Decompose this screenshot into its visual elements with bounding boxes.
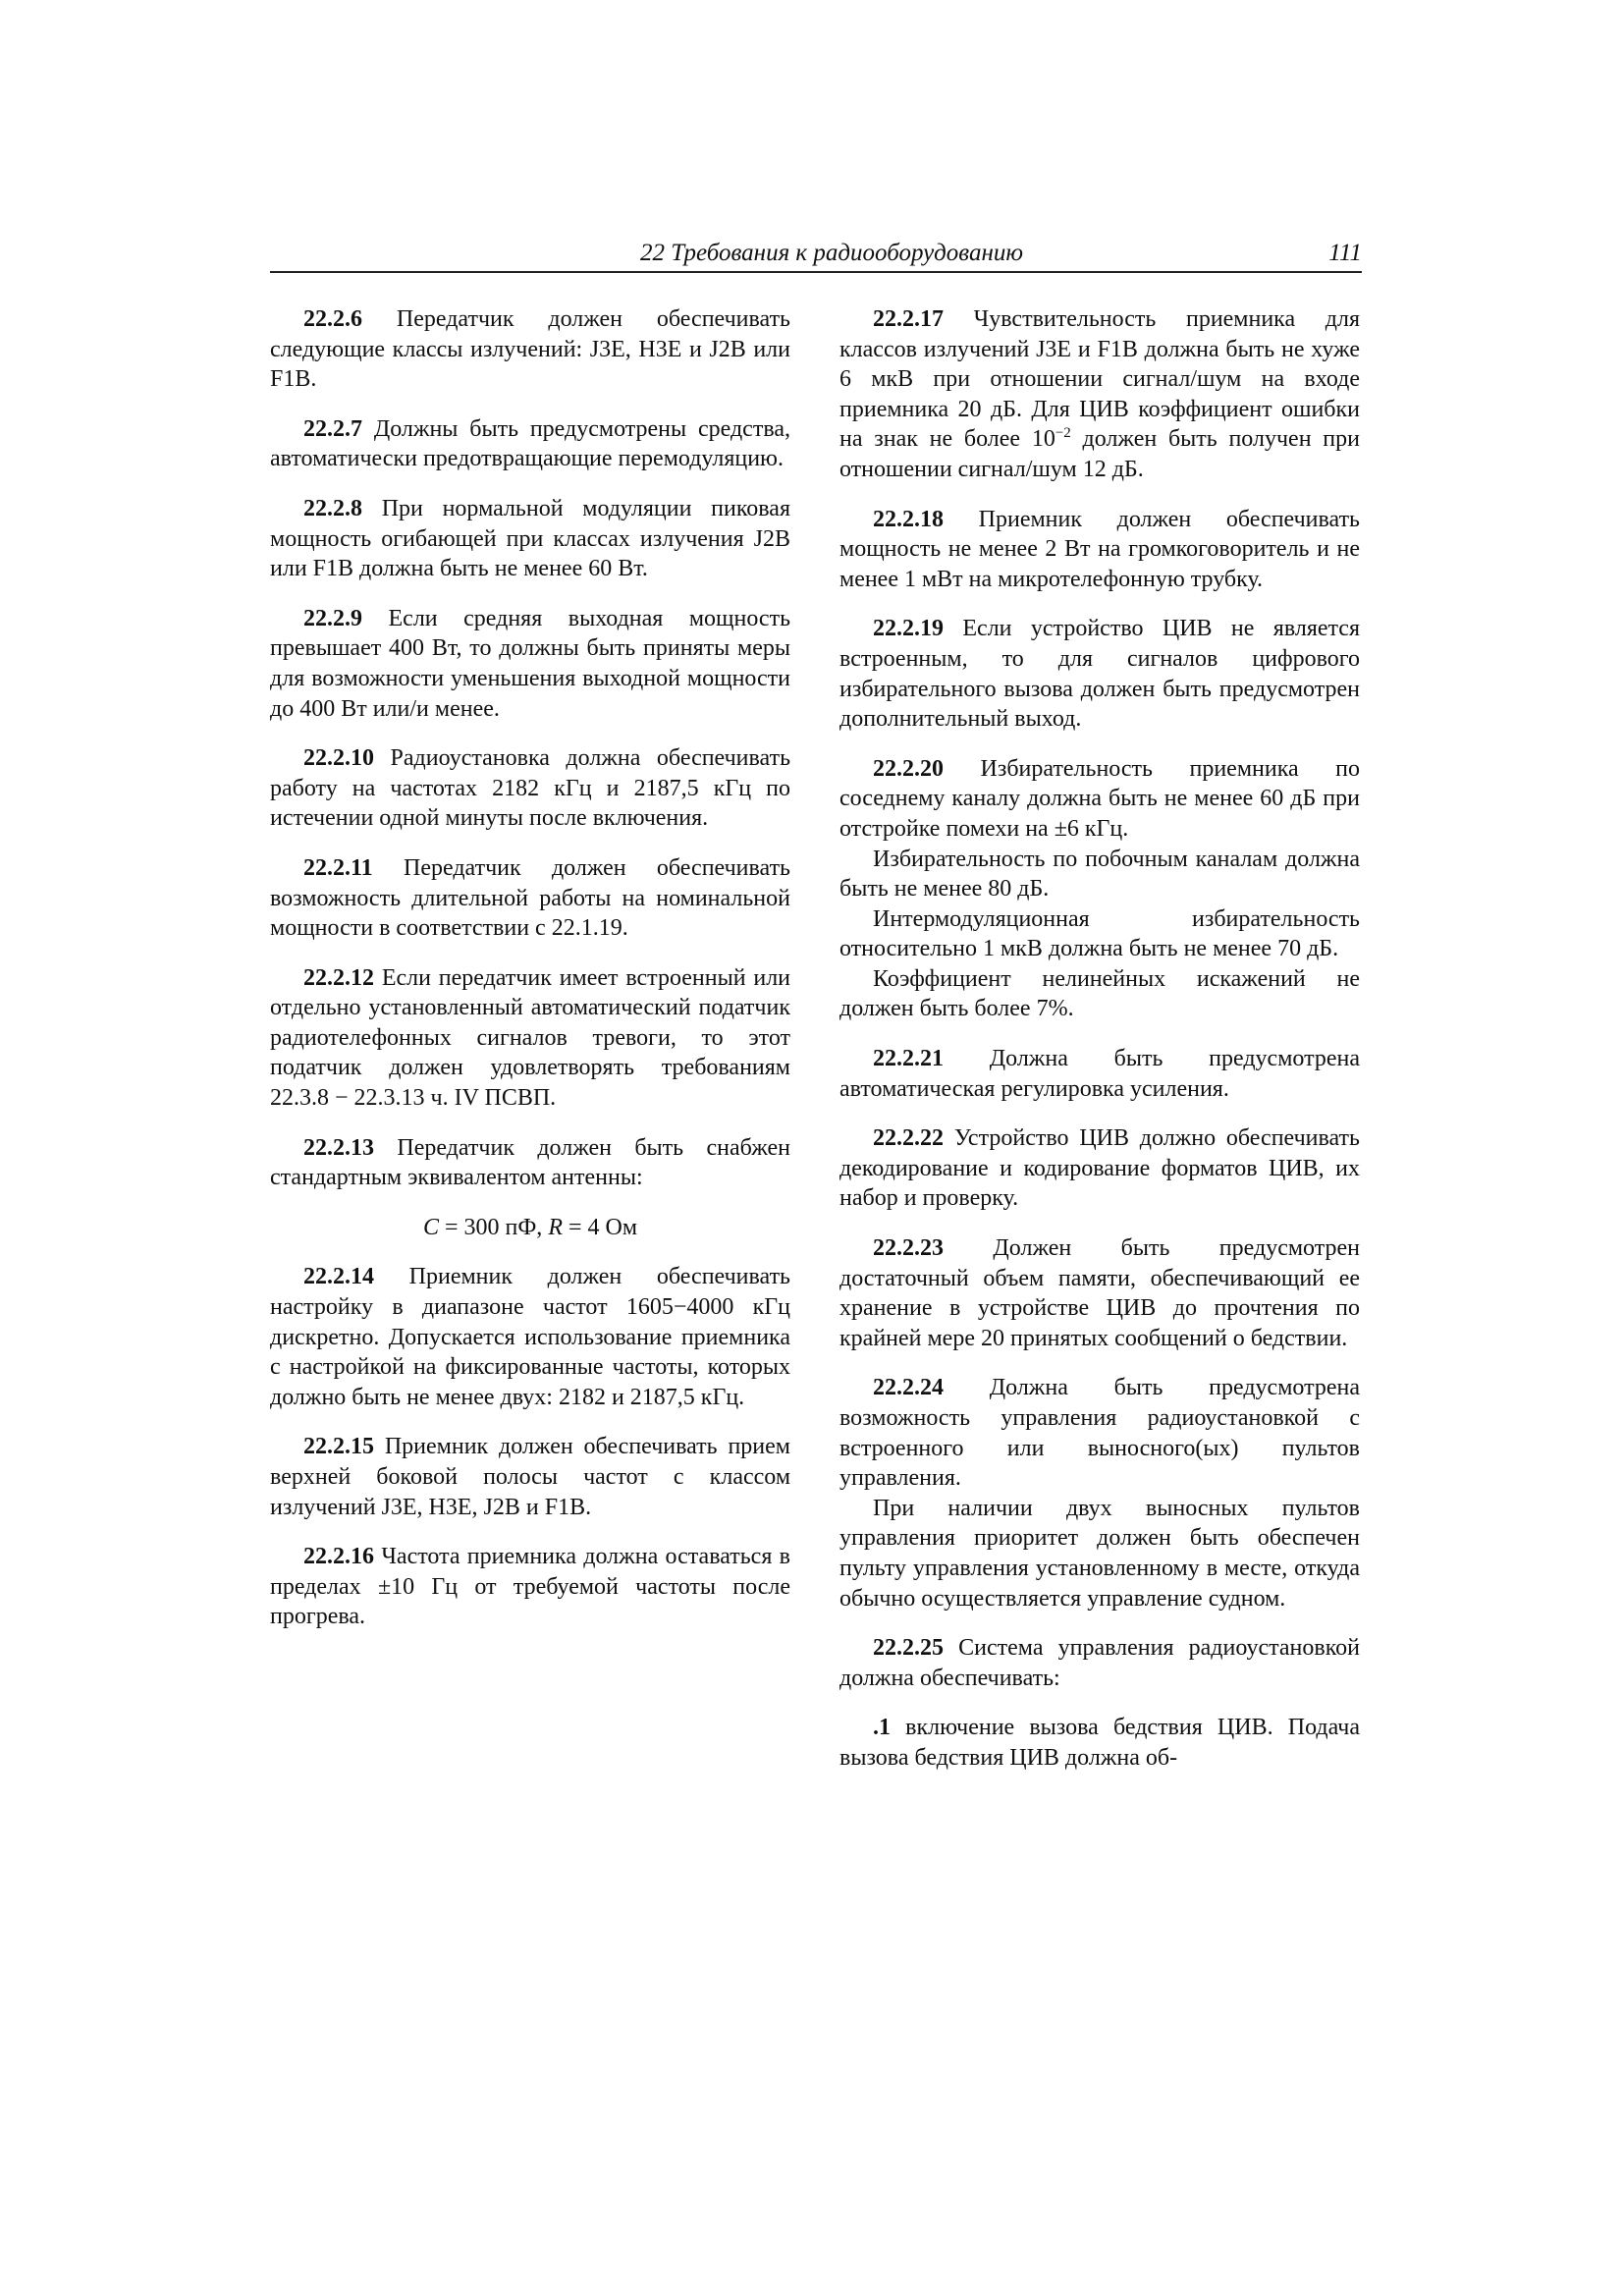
clause-text: Приемник должен обеспечивать прием верхней боковой полосы частот с классом излучений J3E, H3E, J2B и F1B. bbox=[270, 1434, 790, 1520]
clause-number: 22.2.19 bbox=[873, 616, 944, 642]
clause-number: 22.2.24 bbox=[873, 1375, 944, 1401]
clause-number: 22.2.15 bbox=[303, 1434, 374, 1460]
paragraph-22-2-6 bbox=[270, 304, 790, 395]
clause-text: Если устройство ЦИВ не является встроенным, то для сигналов цифрового избирательного вызова должен быть предусмотрен дополнительный выход. bbox=[839, 616, 1360, 733]
clause-text: Передатчик должен быть снабжен стандартным эквивалентом антенны: bbox=[270, 1134, 790, 1191]
clause-number: 22.2.8 bbox=[303, 495, 362, 521]
clause-number: 22.2.21 bbox=[873, 1046, 944, 1072]
paragraph-22-2-15 bbox=[270, 1432, 790, 1522]
clause-text: Если средняя выходная мощность превышает 400 Вт, то должны быть приняты меры для возможности уменьшения выходной мощности до 400 Вт или/и менее. bbox=[270, 605, 791, 722]
clause-number: 22.2.10 bbox=[303, 745, 374, 772]
left-column bbox=[270, 304, 790, 1632]
clause-text: Чувствительность приемника для классов излучений J3E и F1B должна быть не хуже 6 мкВ при отношении сигнал/шум на входе приемника 20 дБ. Для ЦИВ коэффициент ошибки на знак не более 10 bbox=[839, 306, 1360, 453]
paragraph-22-2-17 bbox=[839, 304, 1360, 485]
clause-number: 22.2.22 bbox=[873, 1125, 944, 1152]
clause-text: Частота приемника должна оставаться в пределах ±10 Гц от требуемой частоты после прогрева. bbox=[270, 1544, 791, 1630]
paragraph-22-2-10 bbox=[270, 743, 790, 834]
clause-text: Должна быть предусмотрена автоматическая регулировка усиления. bbox=[839, 1046, 1360, 1102]
paragraph-22-2-25 bbox=[839, 1633, 1360, 1693]
clause-number: 22.2.20 bbox=[873, 755, 944, 782]
clause-text: Система управления радиоустановкой должна обеспечивать: bbox=[839, 1635, 1360, 1691]
paragraph-22-2-20-spurious: Избирательность по побочным каналам должна быть не менее 80 дБ. bbox=[839, 846, 1360, 902]
clause-text: Передатчик должен обеспечивать возможность длительной работы на номинальной мощности в соответствии с 22.1.19. bbox=[270, 854, 790, 942]
paragraph-22-2-14 bbox=[270, 1262, 790, 1412]
clause-number: 22.2.12 bbox=[303, 964, 374, 991]
paragraph-22-2-9 bbox=[270, 604, 790, 724]
item-number: .1 bbox=[873, 1715, 891, 1741]
paragraph-22-2-18 bbox=[839, 505, 1360, 595]
clause-text: Если передатчик имеет встроенный или отдельно установленный автоматический податчик радиотелефонных сигналов тревоги, то этот податчик должен удовлетворять требованиям 22.3.8 − 22.3.13 ч. IV ПСВП. bbox=[270, 964, 791, 1112]
clause-text: Радиоустановка должна обеспечивать работу на частотах 2182 кГц и 2187,5 кГц по истечении одной минуты после включения. bbox=[270, 745, 791, 832]
clause-text-continued: должен быть получен при отношении сигнал/шум 12 дБ. bbox=[839, 426, 1360, 482]
paragraph-22-2-24-priority: При наличии двух выносных пультов управления приоритет должен быть обеспечен пульту управления установленному в месте, откуда обычно осуществляется управление судном. bbox=[839, 1495, 1360, 1612]
formula-var-c: C bbox=[422, 1214, 439, 1240]
right-column bbox=[839, 304, 1360, 1774]
paragraph-22-2-11 bbox=[270, 853, 790, 944]
paragraph-22-2-20 bbox=[839, 754, 1360, 845]
clause-number: 22.2.23 bbox=[873, 1235, 944, 1262]
clause-text: Должен быть предусмотрен достаточный объем памяти, обеспечивающий ее хранение в устройстве ЦИВ до прочтения по крайней мере 20 принятых сообщений о бедствии. bbox=[839, 1235, 1360, 1351]
clause-number: 22.2.13 bbox=[303, 1134, 374, 1161]
antenna-formula bbox=[270, 1213, 790, 1243]
clause-text: При нормальной модуляции пиковая мощность огибающей при классах излучения J2B или F1B должна быть не менее 60 Вт. bbox=[270, 495, 790, 582]
clause-number: 22.2.7 bbox=[303, 415, 362, 442]
clause-number: 22.2.14 bbox=[303, 1264, 374, 1290]
formula-value-c: = 300 пФ, bbox=[438, 1214, 549, 1240]
paragraph-22-2-20-intermod: Интермодуляционная избирательность относительно 1 мкВ должна быть не менее 70 дБ. bbox=[839, 905, 1360, 962]
paragraph-22-2-22 bbox=[839, 1123, 1360, 1214]
list-item-1 bbox=[839, 1713, 1360, 1773]
clause-text: Приемник должен обеспечивать мощность не менее 2 Вт на громкоговоритель и не менее 1 мВт на микротелефонную трубку. bbox=[839, 506, 1360, 592]
paragraph-22-2-19 bbox=[839, 614, 1360, 734]
paragraph-22-2-8 bbox=[270, 494, 790, 584]
clause-text: Должна быть предусмотрена возможность управления радиоустановкой с встроенного или выносного(ых) пультов управления. bbox=[839, 1375, 1360, 1492]
exponent: −2 bbox=[1055, 425, 1071, 442]
page-number: 111 bbox=[1328, 240, 1362, 266]
clause-text: Избирательность приемника по соседнему каналу должна быть не менее 60 дБ при отстройке помехи на ±6 кГц. bbox=[839, 755, 1360, 842]
clause-number: 22.2.17 bbox=[873, 306, 944, 332]
clause-text: Приемник должен обеспечивать настройку в диапазоне частот 1605−4000 кГц дискретно. Допускается использование приемника с настройкой на фиксированные частоты, которых должно быть не менее двух: 2182 и 2187,5 кГц. bbox=[270, 1264, 790, 1410]
paragraph-22-2-21 bbox=[839, 1044, 1360, 1104]
running-header bbox=[270, 240, 1362, 273]
clause-number: 22.2.18 bbox=[873, 506, 944, 532]
formula-var-r: R bbox=[548, 1214, 563, 1240]
item-text: включение вызова бедствия ЦИВ. Подача вызова бедствия ЦИВ должна об- bbox=[839, 1715, 1361, 1771]
clause-number: 22.2.16 bbox=[303, 1544, 374, 1570]
clause-number: 22.2.9 bbox=[303, 605, 362, 631]
formula-value-r: = 4 Ом bbox=[562, 1214, 638, 1240]
paragraph-22-2-7 bbox=[270, 414, 790, 474]
paragraph-22-2-20-distortion: Коэффициент нелинейных искажений не должен быть более 7%. bbox=[839, 965, 1360, 1022]
clause-text: Устройство ЦИВ должно обеспечивать декодирование и кодирование форматов ЦИВ, их набор и проверку. bbox=[839, 1125, 1360, 1212]
clause-number: 22.2.11 bbox=[303, 854, 373, 881]
clause-number: 22.2.6 bbox=[303, 306, 362, 332]
header-title: 22 Требования к радиооборудованию bbox=[639, 240, 1023, 266]
paragraph-22-2-13 bbox=[270, 1133, 790, 1193]
paragraph-22-2-24 bbox=[839, 1373, 1360, 1493]
paragraph-22-2-12 bbox=[270, 963, 790, 1114]
paragraph-22-2-23 bbox=[839, 1233, 1360, 1353]
clause-number: 22.2.25 bbox=[873, 1635, 944, 1662]
paragraph-22-2-16 bbox=[270, 1542, 790, 1632]
clause-text: Передатчик должен обеспечивать следующие классы излучений: J3E, H3E и J2B или F1B. bbox=[270, 306, 790, 393]
clause-text: Должны быть предусмотрены средства, автоматически предотвращающие перемодуляцию. bbox=[270, 415, 790, 472]
